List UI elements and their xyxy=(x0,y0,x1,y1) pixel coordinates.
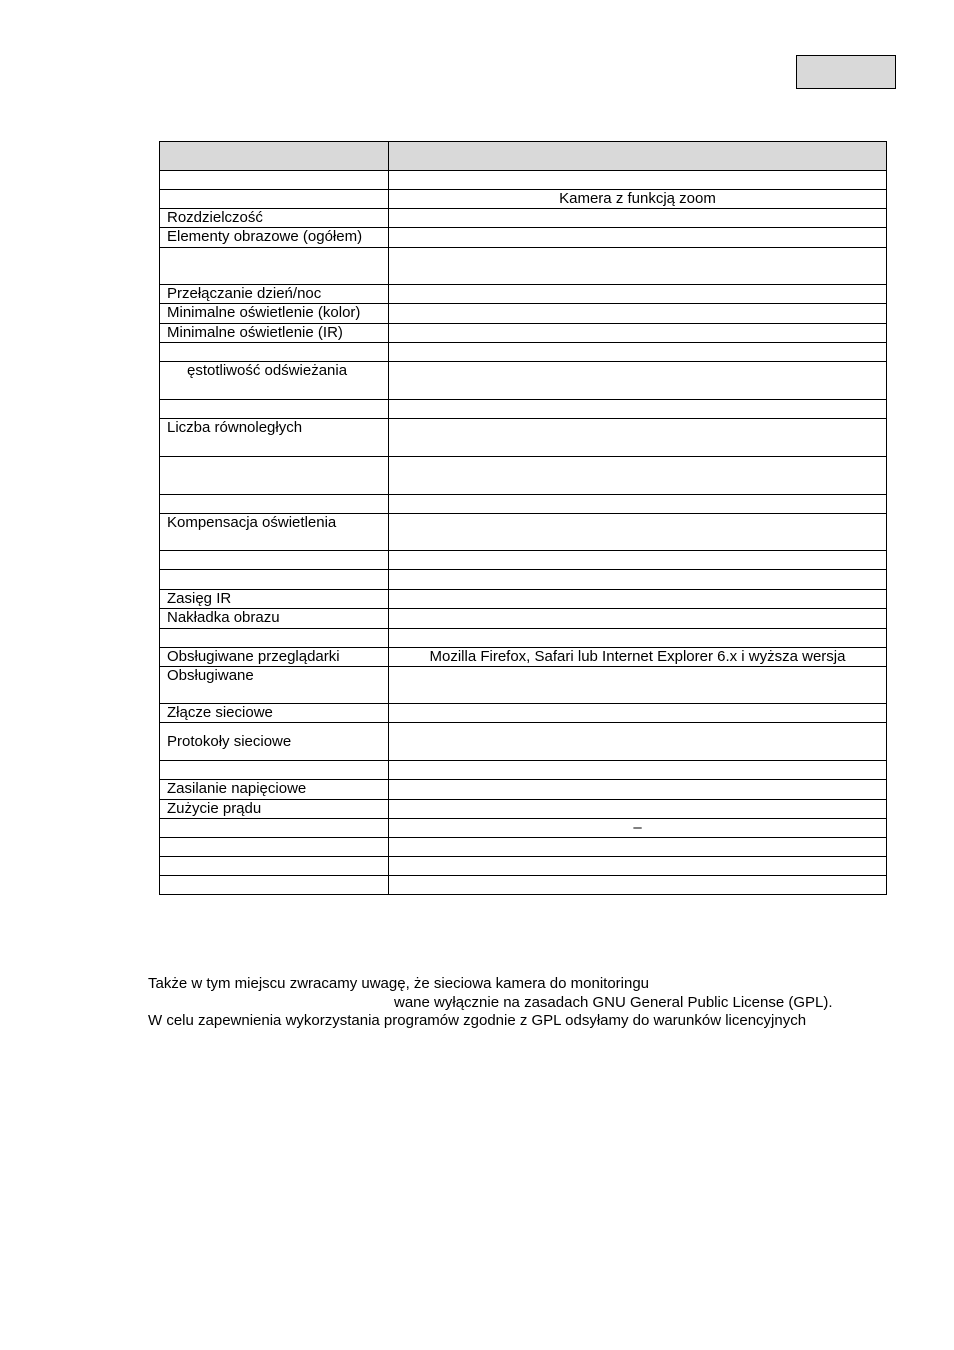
spec-label xyxy=(160,551,389,570)
spec-label: Obsługiwane przeglądarki xyxy=(160,648,389,667)
header-cell-value xyxy=(389,142,887,171)
table-row xyxy=(160,343,887,362)
spec-value xyxy=(389,171,887,190)
table-row xyxy=(160,248,887,285)
table-row xyxy=(160,190,887,209)
spec-label: Protokoły sieciowe xyxy=(160,723,389,761)
table-row xyxy=(160,457,887,495)
spec-value xyxy=(389,209,887,228)
spec-label: Liczba równoległych xyxy=(160,419,389,457)
spec-label xyxy=(160,457,389,495)
table-row xyxy=(160,704,887,723)
spec-value: Kamera z funkcją zoom xyxy=(389,190,887,209)
table-row xyxy=(160,838,887,857)
spec-label xyxy=(160,838,389,857)
spec-label xyxy=(160,495,389,514)
spec-value xyxy=(389,609,887,629)
table-row xyxy=(160,285,887,304)
table-header-row xyxy=(160,142,887,171)
spec-label xyxy=(160,400,389,419)
spec-value xyxy=(389,857,887,876)
spec-value: Mozilla Firefox, Safari lub Internet Explorer 6.x i wyższa wersja xyxy=(389,648,887,667)
spec-label xyxy=(160,857,389,876)
spec-label xyxy=(160,171,389,190)
spec-label: Elementy obrazowe (ogółem) xyxy=(160,228,389,248)
spec-value xyxy=(389,248,887,285)
spec-value xyxy=(389,704,887,723)
table-row xyxy=(160,209,887,228)
table-row xyxy=(160,570,887,590)
specifications-table xyxy=(159,141,887,895)
spec-label: Kompensacja oświetlenia xyxy=(160,514,389,551)
spec-label xyxy=(160,629,389,648)
spec-value xyxy=(389,457,887,495)
spec-label xyxy=(160,248,389,285)
spec-label xyxy=(160,190,389,209)
table-row xyxy=(160,324,887,343)
spec-value xyxy=(389,400,887,419)
table-row xyxy=(160,400,887,419)
spec-label xyxy=(160,876,389,895)
spec-value xyxy=(389,551,887,570)
spec-label: Minimalne oświetlenie (kolor) xyxy=(160,304,389,324)
table-row xyxy=(160,819,887,838)
spec-label xyxy=(160,761,389,780)
spec-value xyxy=(389,629,887,648)
spec-value xyxy=(389,723,887,761)
table-row xyxy=(160,419,887,457)
spec-value xyxy=(389,667,887,704)
table-row xyxy=(160,362,887,400)
spec-value xyxy=(389,285,887,304)
table-row xyxy=(160,857,887,876)
spec-label: Złącze sieciowe xyxy=(160,704,389,723)
spec-label xyxy=(160,819,389,838)
spec-value xyxy=(389,876,887,895)
table-row xyxy=(160,171,887,190)
spec-label: Zasięg IR xyxy=(160,590,389,609)
table-row xyxy=(160,228,887,248)
spec-value xyxy=(389,514,887,551)
table-row xyxy=(160,551,887,570)
spec-label: ęstotliwość odświeżania xyxy=(160,362,389,400)
spec-value xyxy=(389,495,887,514)
header-cell-label xyxy=(160,142,389,171)
language-tab-box xyxy=(796,55,896,89)
spec-label: Nakładka obrazu xyxy=(160,609,389,629)
notice-line-3: W celu zapewnienia wykorzystania programów zgodnie z GPL odsyłamy do warunków licencyjnych xyxy=(148,1012,807,1029)
spec-value xyxy=(389,800,887,819)
spec-label: Rozdzielczość xyxy=(160,209,389,228)
table-row xyxy=(160,495,887,514)
spec-value xyxy=(389,838,887,857)
spec-value xyxy=(389,324,887,343)
table-row xyxy=(160,800,887,819)
notice-line-1: Także w tym miejscu zwracamy uwagę, że sieciowa kamera do monitoringu xyxy=(148,975,650,992)
table-row xyxy=(160,780,887,800)
spec-label: Minimalne oświetlenie (IR) xyxy=(160,324,389,343)
spec-value xyxy=(389,419,887,457)
spec-label xyxy=(160,343,389,362)
table-row xyxy=(160,761,887,780)
spec-value xyxy=(389,590,887,609)
spec-value xyxy=(389,304,887,324)
table-row xyxy=(160,876,887,895)
spec-label: Przełączanie dzień/noc xyxy=(160,285,389,304)
spec-value xyxy=(389,362,887,400)
table-row xyxy=(160,723,887,761)
table-row xyxy=(160,304,887,324)
spec-value xyxy=(389,228,887,248)
spec-label xyxy=(160,570,389,590)
spec-label: Obsługiwane xyxy=(160,667,389,704)
spec-value: – xyxy=(389,819,887,838)
table-row xyxy=(160,514,887,551)
spec-value xyxy=(389,761,887,780)
table-row xyxy=(160,590,887,609)
table-row xyxy=(160,629,887,648)
table-row xyxy=(160,667,887,704)
spec-label: Zasilanie napięciowe xyxy=(160,780,389,800)
spec-value xyxy=(389,780,887,800)
notice-line-2: wane wyłącznie na zasadach GNU General Public License (GPL). xyxy=(394,993,833,1011)
gpl-notice xyxy=(148,975,888,1031)
spec-label: Zużycie prądu xyxy=(160,800,389,819)
spec-value xyxy=(389,343,887,362)
table-row xyxy=(160,609,887,629)
table-row xyxy=(160,648,887,667)
spec-value xyxy=(389,570,887,590)
